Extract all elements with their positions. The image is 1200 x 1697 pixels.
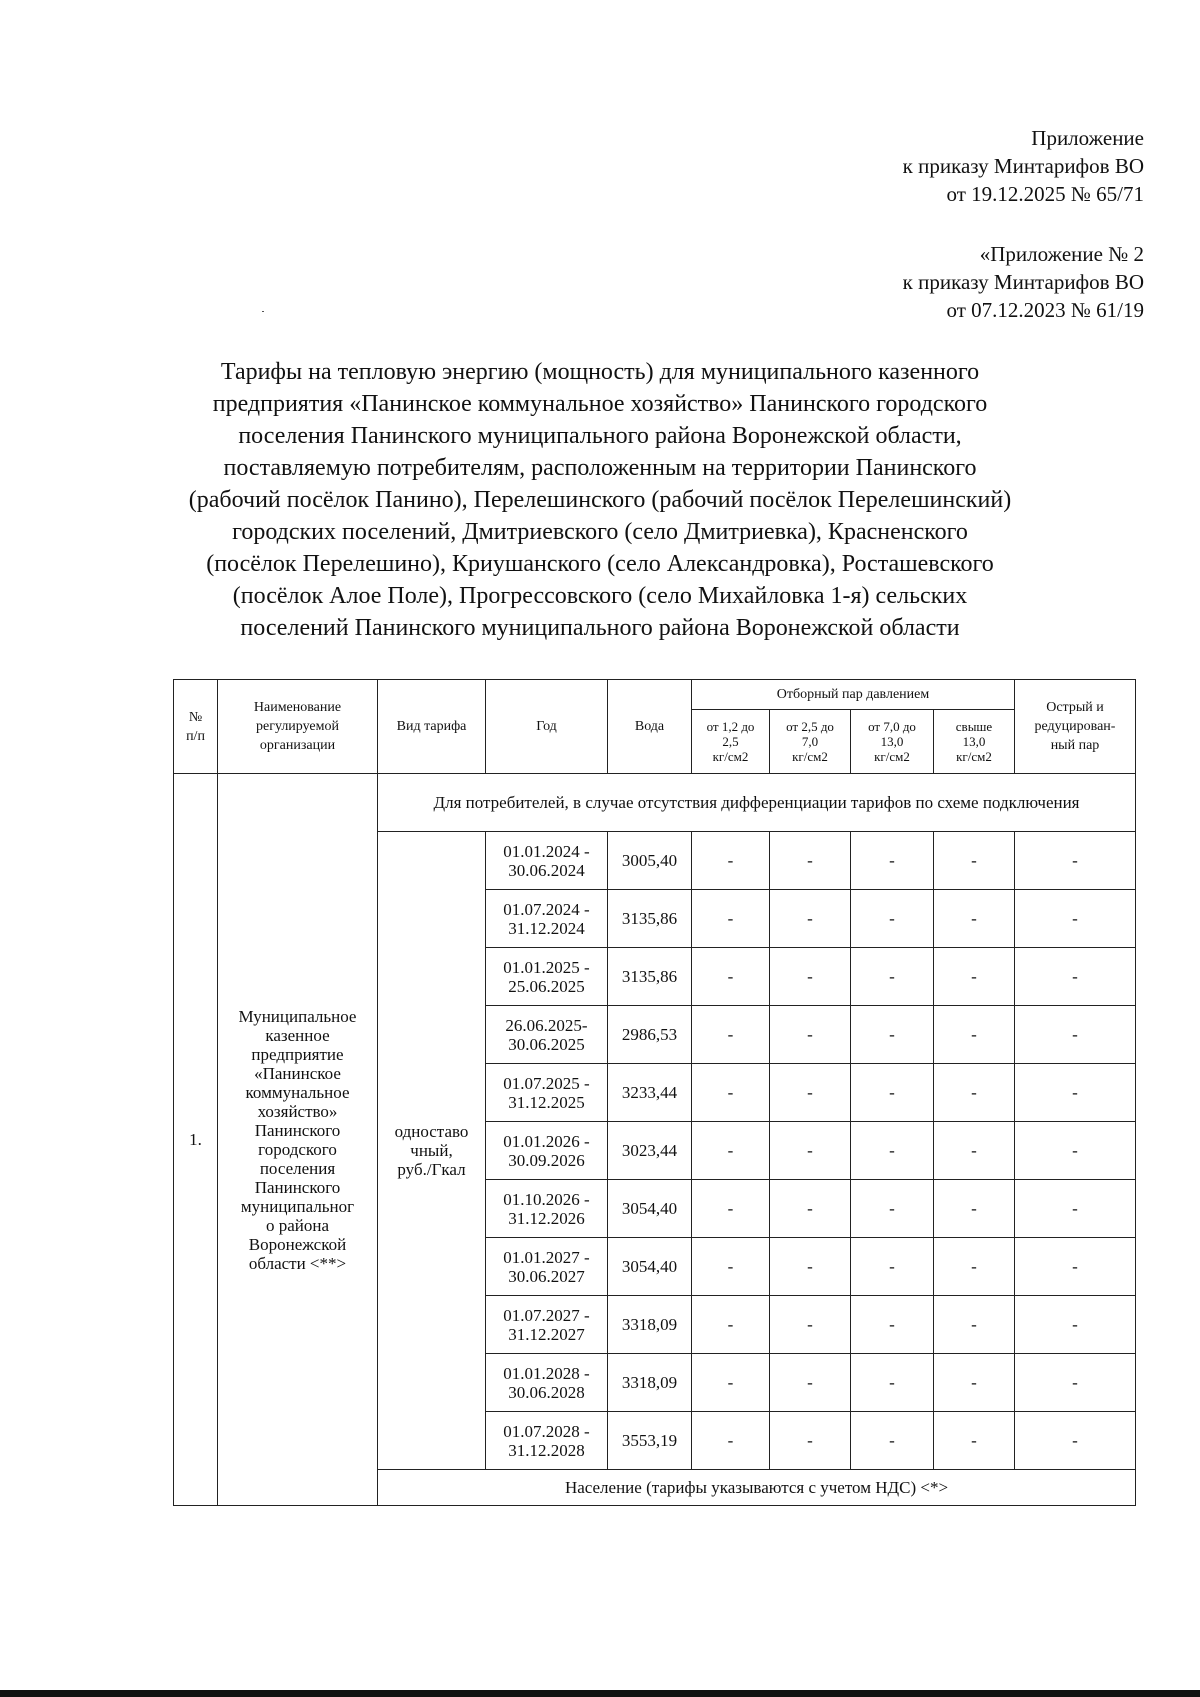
water-tariff: 3135,86 [608, 890, 692, 948]
title-line: Тарифы на тепловую энергию (мощность) для муниципального казенного [220, 359, 980, 385]
steam-3-value: - [851, 1064, 934, 1122]
period-cell: 01.07.2027 - 31.12.2027 [486, 1296, 608, 1354]
steam-4-value: - [934, 1354, 1015, 1412]
appendix-2-order-ref: к приказу Минтарифов ВО [902, 270, 1144, 294]
tariff-type-value: одноставо чный, руб./Гкал [378, 832, 486, 1470]
steam-2-value: - [770, 832, 851, 890]
header-steam-2: от 2,5 до 7,0 кг/см2 [770, 710, 851, 774]
steam-1-value: - [692, 1296, 770, 1354]
header-tariff-type: Вид тарифа [378, 680, 486, 774]
sharp-steam-value: - [1015, 890, 1136, 948]
period-cell: 01.07.2028 - 31.12.2028 [486, 1412, 608, 1470]
title-line: (посёлок Алое Поле), Прогрессовского (село Михайловка 1-я) сельских [232, 583, 968, 609]
period-cell: 01.10.2026 - 31.12.2026 [486, 1180, 608, 1238]
appendix-2-order-date: от 07.12.2023 № 61/19 [946, 298, 1144, 322]
steam-1-value: - [692, 1412, 770, 1470]
steam-4-value: - [934, 1412, 1015, 1470]
header-steam-3: от 7,0 до 13,0 кг/см2 [851, 710, 934, 774]
steam-2-value: - [770, 948, 851, 1006]
water-tariff: 3005,40 [608, 832, 692, 890]
steam-4-value: - [934, 1122, 1015, 1180]
steam-3-value: - [851, 832, 934, 890]
water-tariff: 3023,44 [608, 1122, 692, 1180]
header-steam-4: свыше 13,0 кг/см2 [934, 710, 1015, 774]
title-line: поселения Панинского муниципального района Воронежской области, [238, 423, 962, 449]
header-year: Год [486, 680, 608, 774]
steam-2-value: - [770, 1296, 851, 1354]
row-number: 1. [174, 774, 218, 1506]
title-line: поселений Панинского муниципального района Воронежской области [240, 615, 960, 641]
water-tariff: 2986,53 [608, 1006, 692, 1064]
header-sharp-steam: Острый и редуцирован- ный пар [1015, 680, 1136, 774]
tariff-table [173, 679, 1136, 1506]
period-cell: 01.01.2027 - 30.06.2027 [486, 1238, 608, 1296]
title-line: поставляемую потребителям, расположенным на территории Панинского [223, 455, 977, 481]
appendix-2-label: «Приложение № 2 [979, 242, 1144, 266]
sharp-steam-value: - [1015, 948, 1136, 1006]
section-population: Население (тарифы указываются с учетом НДС) <*> [378, 1470, 1136, 1506]
water-tariff: 3135,86 [608, 948, 692, 1006]
steam-2-value: - [770, 1180, 851, 1238]
scan-speck [262, 311, 264, 312]
steam-2-value: - [770, 1412, 851, 1470]
header-num: № п/п [174, 680, 218, 774]
appendix-header [903, 124, 1144, 208]
sharp-steam-value: - [1015, 1006, 1136, 1064]
steam-3-value: - [851, 1296, 934, 1354]
period-cell: 01.01.2028 - 30.06.2028 [486, 1354, 608, 1412]
header-steam-group: Отборный пар давлением [692, 680, 1015, 710]
steam-2-value: - [770, 1354, 851, 1412]
steam-3-value: - [851, 1006, 934, 1064]
appendix-order-date: от 19.12.2025 № 65/71 [946, 182, 1144, 206]
header-org: Наименование регулируемой организации [218, 680, 378, 774]
period-cell: 26.06.2025- 30.06.2025 [486, 1006, 608, 1064]
title-line: предприятия «Панинское коммунальное хозяйство» Панинского городского [212, 391, 988, 417]
steam-2-value: - [770, 1006, 851, 1064]
steam-3-value: - [851, 1412, 934, 1470]
steam-4-value: - [934, 1238, 1015, 1296]
steam-4-value: - [934, 1064, 1015, 1122]
sharp-steam-value: - [1015, 1296, 1136, 1354]
steam-1-value: - [692, 948, 770, 1006]
period-cell: 01.01.2025 - 25.06.2025 [486, 948, 608, 1006]
steam-3-value: - [851, 890, 934, 948]
steam-2-value: - [770, 1122, 851, 1180]
water-tariff: 3054,40 [608, 1238, 692, 1296]
appendix-label: Приложение [1031, 126, 1144, 150]
water-tariff: 3553,19 [608, 1412, 692, 1470]
document-title [150, 356, 1050, 644]
steam-4-value: - [934, 890, 1015, 948]
sharp-steam-value: - [1015, 1412, 1136, 1470]
steam-4-value: - [934, 1180, 1015, 1238]
section-no-differentiation: Для потребителей, в случае отсутствия дифференциации тарифов по схеме подключения [378, 774, 1136, 832]
steam-2-value: - [770, 1064, 851, 1122]
steam-3-value: - [851, 948, 934, 1006]
steam-1-value: - [692, 1180, 770, 1238]
title-line: городских поселений, Дмитриевского (село Дмитриевка), Красненского [232, 519, 968, 545]
steam-4-value: - [934, 1006, 1015, 1064]
steam-1-value: - [692, 832, 770, 890]
period-cell: 01.07.2025 - 31.12.2025 [486, 1064, 608, 1122]
steam-1-value: - [692, 1064, 770, 1122]
period-cell: 01.01.2024 - 30.06.2024 [486, 832, 608, 890]
appendix-2-header [903, 240, 1144, 324]
steam-2-value: - [770, 890, 851, 948]
period-cell: 01.07.2024 - 31.12.2024 [486, 890, 608, 948]
steam-1-value: - [692, 1238, 770, 1296]
steam-2-value: - [770, 1238, 851, 1296]
sharp-steam-value: - [1015, 1122, 1136, 1180]
organization-name: Муниципальное казенное предприятие «Панинское коммунальное хозяйство» Панинского городского поселения Панинского муниципальног о района Воронежской области <**> [218, 774, 378, 1506]
water-tariff: 3233,44 [608, 1064, 692, 1122]
water-tariff: 3054,40 [608, 1180, 692, 1238]
sharp-steam-value: - [1015, 1354, 1136, 1412]
sharp-steam-value: - [1015, 832, 1136, 890]
sharp-steam-value: - [1015, 1180, 1136, 1238]
steam-1-value: - [692, 1006, 770, 1064]
water-tariff: 3318,09 [608, 1296, 692, 1354]
header-water: Вода [608, 680, 692, 774]
steam-1-value: - [692, 1122, 770, 1180]
steam-4-value: - [934, 948, 1015, 1006]
scan-edge [0, 1690, 1200, 1697]
steam-3-value: - [851, 1180, 934, 1238]
appendix-order-ref: к приказу Минтарифов ВО [902, 154, 1144, 178]
steam-3-value: - [851, 1238, 934, 1296]
sharp-steam-value: - [1015, 1064, 1136, 1122]
title-line: (рабочий посёлок Панино), Перелешинского (рабочий посёлок Перелешинский) [188, 487, 1012, 513]
water-tariff: 3318,09 [608, 1354, 692, 1412]
steam-3-value: - [851, 1354, 934, 1412]
sharp-steam-value: - [1015, 1238, 1136, 1296]
steam-1-value: - [692, 1354, 770, 1412]
steam-4-value: - [934, 1296, 1015, 1354]
steam-3-value: - [851, 1122, 934, 1180]
period-cell: 01.01.2026 - 30.09.2026 [486, 1122, 608, 1180]
steam-4-value: - [934, 832, 1015, 890]
title-line: (посёлок Перелешино), Криушанского (село Александровка), Росташевского [206, 551, 994, 577]
header-steam-1: от 1,2 до 2,5 кг/см2 [692, 710, 770, 774]
steam-1-value: - [692, 890, 770, 948]
